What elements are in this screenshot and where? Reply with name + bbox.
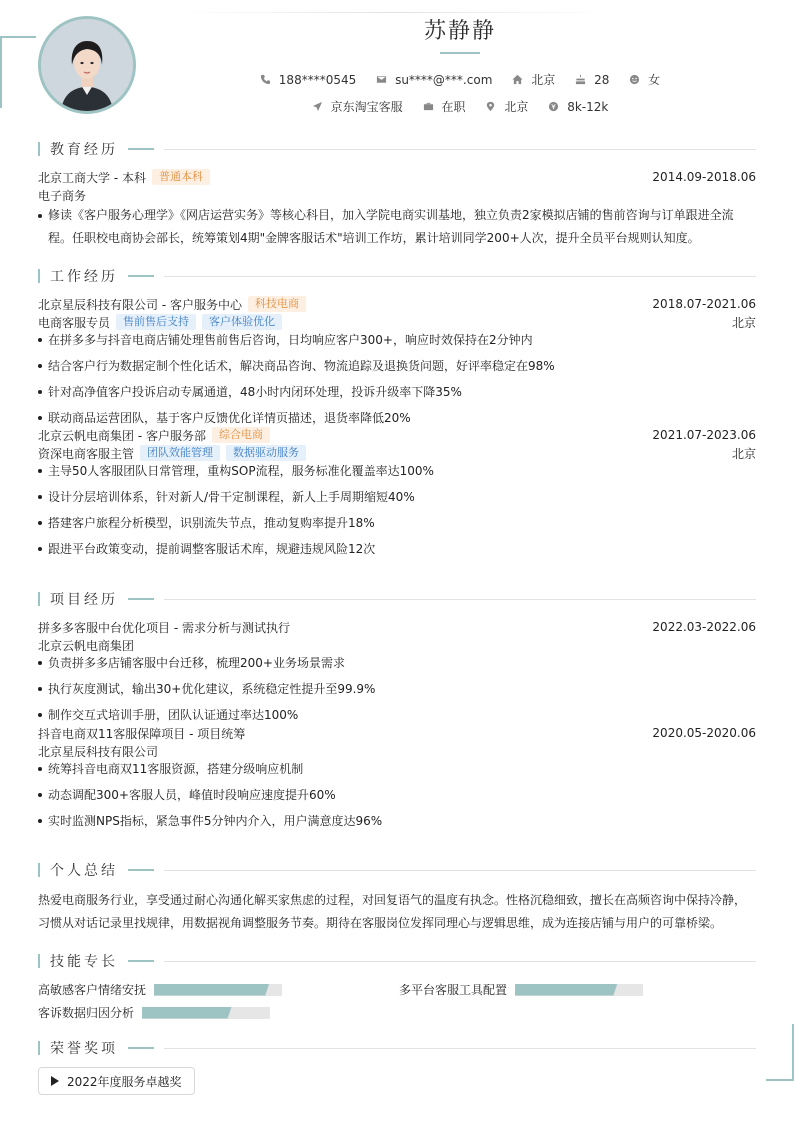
work-role: 资深电商客服主管 xyxy=(38,446,135,461)
list-item: 负责拼多多店铺客服中台迁移，梳理200+业务场景需求 xyxy=(38,654,756,680)
award-item[interactable] xyxy=(38,1067,195,1095)
skill-bar-fill xyxy=(142,1007,232,1019)
list-item: 实时监测NPS指标，紧急事件5分钟内介入，用户满意度达96% xyxy=(38,812,756,838)
skill-name: 高敏感客户情绪安抚 xyxy=(38,983,147,997)
project-org-row xyxy=(38,636,756,654)
work-role-tag: 团队效能管理 xyxy=(140,445,220,461)
info-status xyxy=(423,98,466,115)
work-bullets xyxy=(38,462,756,566)
info-city xyxy=(485,98,528,115)
project-name: 拼多多客服中台优化项目 - 需求分析与测试执行 xyxy=(38,620,290,635)
mail-icon xyxy=(376,74,387,85)
work-section xyxy=(38,267,756,566)
work-city: 北京 xyxy=(731,315,756,330)
skill-bar xyxy=(154,984,282,996)
list-item: 统筹抖音电商双11客服资源，搭建分级响应机制 xyxy=(38,760,756,786)
awards-section-title: 荣誉奖项 xyxy=(38,1039,756,1057)
info-row-secondary xyxy=(0,98,794,115)
info-gender xyxy=(629,71,660,88)
work-role: 电商客服专员 xyxy=(38,315,111,330)
summary-section xyxy=(38,861,756,935)
info-home xyxy=(512,71,555,88)
info-phone-text: 188****0545 xyxy=(278,72,357,87)
education-major-row xyxy=(38,186,756,204)
list-item: 针对高净值客户投诉启动专属通道，48小时内闭环处理，投诉升级率下降35% xyxy=(38,383,756,409)
phone-icon xyxy=(260,74,271,85)
list-item: 动态调配300+客服人员，峰值时段响应速度提升60% xyxy=(38,786,756,812)
candidate-name: 苏静静 xyxy=(423,19,496,44)
info-salary-text: 8k-12k xyxy=(567,99,609,114)
work-role-row xyxy=(38,313,756,331)
info-email-text: su****@***.com xyxy=(395,72,493,87)
info-gender-text: 女 xyxy=(648,73,661,87)
work-date: 2021.07-2023.06 xyxy=(652,428,756,442)
work-role-tag: 售前售后支持 xyxy=(116,314,196,330)
skill-item xyxy=(399,981,643,998)
list-item: 设计分层培训体系，针对新人/骨干定制课程，新人上手周期缩短40% xyxy=(38,488,756,514)
skills-section-title: 技能专长 xyxy=(38,952,756,970)
briefcase-icon xyxy=(423,101,434,112)
info-row-primary xyxy=(0,71,794,88)
summary-section-title: 个人总结 xyxy=(38,861,756,879)
work-city: 北京 xyxy=(731,446,756,461)
salary-icon xyxy=(548,101,559,112)
skill-bar xyxy=(515,984,643,996)
education-tag: 普通本科 xyxy=(152,169,210,185)
info-age-text: 28 xyxy=(594,72,610,87)
skill-bar-fill xyxy=(154,984,269,996)
list-item: 联动商品运营团队，基于客户反馈优化详情页描述，退货率降低20% xyxy=(38,409,756,435)
project-name: 抖音电商双11客服保障项目 - 项目统筹 xyxy=(38,726,246,741)
skill-item xyxy=(38,1004,270,1021)
send-icon xyxy=(312,101,323,112)
corner-decor-bottom-right xyxy=(766,1024,794,1081)
info-age xyxy=(575,73,609,87)
info-target-job-text: 京东淘宝客服 xyxy=(330,100,403,114)
list-item: 主导50人客服团队日常管理，重构SOP流程，服务标准化覆盖率达100% xyxy=(38,462,756,488)
work-company: 北京星辰科技有限公司 - 客户服务中心 xyxy=(38,297,242,312)
name-underline xyxy=(440,52,480,54)
info-target-job xyxy=(312,98,403,115)
skill-item xyxy=(38,981,282,998)
list-item: 执行灰度测试，输出30+优化建议，系统稳定性提升至99.9% xyxy=(38,680,756,706)
project-org: 北京云帆电商集团 xyxy=(38,638,135,653)
education-major: 电子商务 xyxy=(38,188,87,203)
list-item: 制作交互式培训手册，团队认证通过率达100% xyxy=(38,706,756,732)
work-date: 2018.07-2021.06 xyxy=(652,297,756,311)
skill-bar xyxy=(142,1007,270,1019)
work-role-tag: 客户体验优化 xyxy=(202,314,282,330)
skill-name: 客诉数据归因分析 xyxy=(38,1006,135,1020)
skill-name: 多平台客服工具配置 xyxy=(399,983,508,997)
project-entry-header xyxy=(38,618,756,636)
cake-icon xyxy=(575,74,586,85)
work-bullets xyxy=(38,331,756,435)
education-date: 2014.09-2018.06 xyxy=(652,170,756,184)
education-entry-header xyxy=(38,168,756,186)
info-email xyxy=(376,73,492,87)
education-section xyxy=(38,140,756,250)
education-section-title: 教育经历 xyxy=(38,140,756,158)
work-section-title: 工作经历 xyxy=(38,267,756,285)
list-item: 搭建客户旅程分析模型，识别流失节点，推动复购率提升18% xyxy=(38,514,756,540)
info-salary xyxy=(548,100,608,114)
play-triangle-icon xyxy=(51,1076,59,1086)
list-item: 跟进平台政策变动，提前调整客服话术库，规避违规风险12次 xyxy=(38,540,756,566)
location-icon xyxy=(485,101,496,112)
skill-bar-fill xyxy=(515,984,617,996)
info-status-text: 在职 xyxy=(441,100,466,114)
project-date: 2020.05-2020.06 xyxy=(652,726,756,740)
project-org-row xyxy=(38,742,756,760)
list-item: 结合客户行为数据定制个性化话术，解决商品咨询、物流追踪及退换货问题，好评率稳定在98% xyxy=(38,357,756,383)
project-bullets xyxy=(38,654,756,732)
skills-section xyxy=(38,952,756,970)
project-bullets xyxy=(38,760,756,838)
info-city-text: 北京 xyxy=(504,100,529,114)
gender-icon xyxy=(629,74,640,85)
summary-text: 热爱电商服务行业，享受通过耐心沟通化解买家焦虑的过程，对回复语气的温度有执念。性格沉稳细致，擅长在高频咨询中保持冷静，习惯从对话记录里找规律，用数据视角调整服务节奏。期待在客服岗位发挥同理心与逻辑思维，成为连接店铺与用户的可靠桥梁。 xyxy=(38,893,747,930)
work-role-tag: 数据驱动服务 xyxy=(226,445,306,461)
project-org: 北京星辰科技有限公司 xyxy=(38,744,159,759)
list-item: 在拼多多与抖音电商店铺处理售前售后咨询，日均响应客户300+，响应时效保持在2分钟内 xyxy=(38,331,756,357)
home-icon xyxy=(512,74,523,85)
top-decor-line xyxy=(180,12,610,13)
work-company-tag: 综合电商 xyxy=(212,427,270,443)
projects-section-title: 项目经历 xyxy=(38,590,756,608)
awards-section xyxy=(38,1039,756,1057)
info-home-text: 北京 xyxy=(531,73,556,87)
education-school: 北京工商大学 - 本科 xyxy=(38,170,146,185)
work-entry-header xyxy=(38,295,756,313)
info-phone xyxy=(260,73,356,87)
education-bullets xyxy=(38,204,756,250)
work-company: 北京云帆电商集团 - 客户服务部 xyxy=(38,428,206,443)
list-item: 修读《客户服务心理学》《网店运营实务》等核心科目，加入学院电商实训基地，独立负责2家模拟店铺的售前咨询与订单跟进全流程。任职校电商协会部长，统筹策划4期"金牌客服话术"培训工作坊，累计培训同学200+人次，提升全员平台规则认知度。 xyxy=(38,204,756,250)
work-company-tag: 科技电商 xyxy=(248,296,306,312)
work-role-row xyxy=(38,444,756,462)
award-name: 2022年度服务卓越奖 xyxy=(67,1074,182,1089)
projects-section xyxy=(38,590,756,838)
project-date: 2022.03-2022.06 xyxy=(652,620,756,634)
